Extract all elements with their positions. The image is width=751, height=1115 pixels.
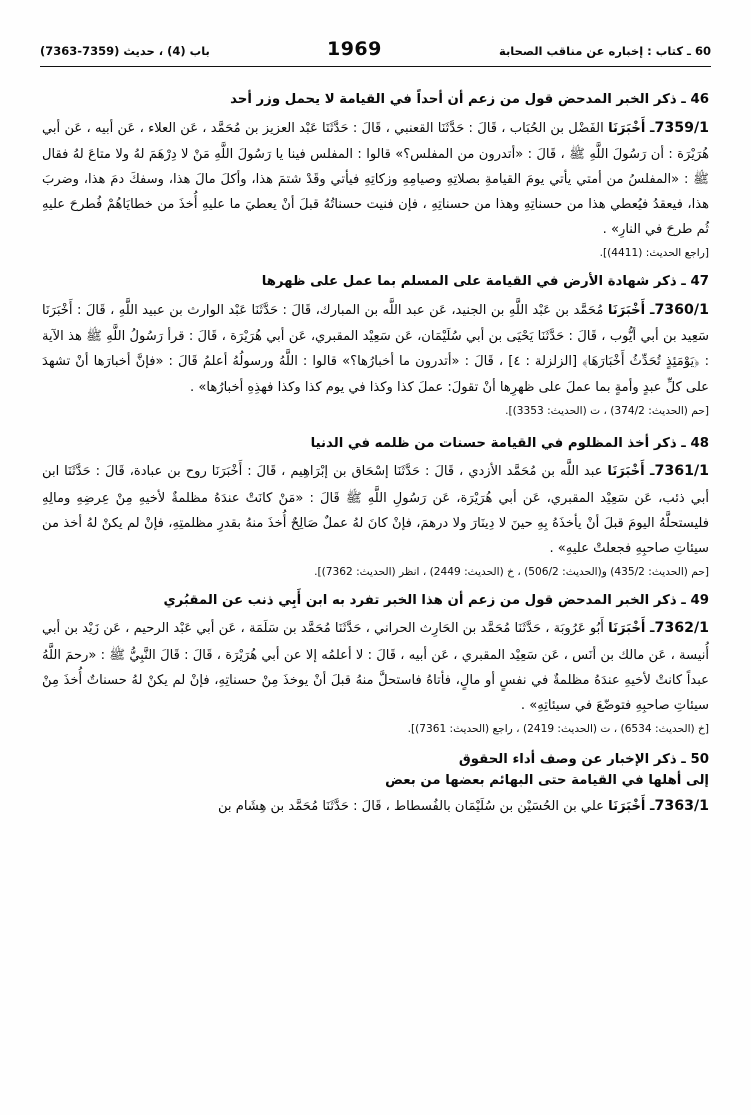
isnad-label-7363: ـ أَخْبَرَنَا [608, 799, 655, 815]
isnad-label-7361: ـ أَخْبَرَنَا [607, 464, 655, 480]
isnad-label-7360: ـ أَخْبَرَنَا [607, 302, 655, 318]
page-number: 1969 [326, 38, 382, 60]
page-content [42, 80, 709, 823]
hadith-reference-7360: [حم (الحديث: 374/2) ، ت (الحديث: 3353)]. [505, 404, 709, 417]
hadith-number-7361: 7361/1 [654, 463, 709, 480]
hadith-body-7359: الفَضْل بن الحُبَاب ، قَالَ : حَدَّثَنَا القعنبي ، قَالَ : حَدَّثَنَا عَبْد العزيز بن مُحَمَّد ، عَن العلاء ، عَن أبيه ، عَن أبي هُرَيْرَة : أن رَسُولَ اللَّهِ ﷺ ، قَالَ : «أتدرون من المفلس؟» قالوا : المفلس فينا يا رَسُولَ اللَّهِ مَنْ لا دِرْهَمَ لهُ ولا متاعَ لهُ فقال ﷺ : «المفلسُ من أمتي يأتي يومَ القيامةِ بصلاتِهِ وصيامِهِ وزكاتِهِ فيأتي وقَدْ شتمَ هذا، وأكلَ مالَ هذا، وسفكَ دمَ هذا، وضربَ هذا، فيعقدُ فيُعطي هذا من حسناتِهِ وهذا من حسناتِهِ ، فإن فنيت حسناتُهُ قبلَ أنْ يعطيَ ما عليهِ أُخذَ من خطايَاهُمْ فُطرحَ عليهِ ثُم طرحَ في النارِ» . [42, 120, 709, 238]
section-heading-48: 48 ـ ذكر أخذ المظلوم في القيامة حسنات من ظلمه في الدنيا [310, 435, 709, 451]
section-heading-50-line1: 50 ـ ذكر الإخبار عن وصف أداء الحقوق [458, 752, 709, 768]
hadith-7363 [42, 793, 709, 820]
page-header [40, 38, 711, 60]
section-heading-50 [42, 750, 709, 791]
hadith-body-7363: علي بن الحُسَيْن بن سُلَيْمَان بالفُسطاط ، قَالَ : حَدَّثَنَا مُحَمَّد بن هِشَام بن [217, 799, 604, 815]
hadith-7360 [42, 297, 709, 400]
isnad-label-7359: ـ أَخْبَرَنَا [608, 120, 655, 136]
hadith-number-7363: 7363/1 [654, 798, 709, 815]
isnad-label-7362: ـ أَخْبَرَنَا [608, 621, 655, 637]
hadith-reference-7362: [خ (الحديث: 6534) ، ت (الحديث: 2419) ، راجع (الحديث: 7361)]. [407, 723, 709, 736]
hadith-7361 [42, 458, 709, 561]
hadith-number-7359: 7359/1 [654, 119, 709, 136]
hadith-7362 [42, 615, 709, 718]
hadith-7359 [42, 115, 709, 243]
section-heading-46: 46 ـ ذكر الخبر المدحض قول من زعم أن أحداً في القيامة لا يحمل وزر أحد [230, 92, 709, 107]
section-heading-49: 49 ـ ذكر الخبر المدحض قول من زعم أن هذا الخبر تفرد به ابن أَبِي ذنب عن المقبُري [163, 592, 709, 608]
hadith-body-7361: عبد اللَّه بن مُحَمَّد الأزدي ، قَالَ : حَدَّثَنَا إسْحَاق بن إبْرَاهِيم ، قَالَ : أَخْبَرَنَا روح بن عبادة، قَالَ : حَدَّثَنَا ابن أبي ذئب، عَن سَعِيْد المقبري، عَن أبي هُرَيْرَة، عَن رَسُولِ اللَّهِ ﷺ قَالَ : «مَنْ كانَتْ عندَهُ مظلمةٌ لأخيهِ مِنْ عِرضِهِ ومالِهِ فليستحلَّهُ اليومَ قبلَ أنْ يأخذَهُ بِهِ حينَ لا دِينَارَ ولا درهمَ، فإنْ كانَ لهُ عملٌ صَالِحٌ أُخذَ منهُ بقدرِ مظلمتِهِ، فإنْ لم يكنْ لهُ أخذ من سيئاتِ صاحبِهِ فجعلتْ عليهِ» . [42, 464, 709, 556]
hadith-reference-7359: [راجع الحديث: (4411)]. [599, 247, 709, 260]
hadith-reference-7361: [حم (الحديث: 435/2) و(الحديث: 506/2) ، خ (الحديث: 2449) ، انظر (الحديث: 7362)]. [314, 565, 709, 578]
hadith-number-7362: 7362/1 [654, 620, 709, 637]
section-heading-50-line2: إلى أهلها في القيامة حتى البهائم بعضها من بعض [385, 772, 709, 788]
hadith-body-7362: أَبُو عَرُوبَة ، حَدَّثَنَا مُحَمَّد بن الحَارِث الحراني ، حَدَّثَنَا مُحَمَّد بن سَلَمَة ، عَن أبي عَبْد الرحيم ، عَن زَيْد بن أبي أُنيسة ، عَن مالك بن أنَس ، عَن سَعِيْد المقبري ، عَن أبيه ، قَالَ : لا أعلمُه إلا عن أبي هُرَيْرَة ، قَالَ : قَالَ النَّبِيُّ ﷺ : «رحمَ اللَّهُ عبداً كانتْ لأخيهِ عندَهُ مظلمةٌ في نفسٍ أو مالٍ، فأتاهُ فاستحلَّ منهُ قبلَ أنْ يوخذَ مِنْ حسناتِهِ، فإنْ لم يكنْ لهُ حسناتٌ أُخذَ مِنْ سيئاتِ صاحبِهِ فتوضّعَ في سيئاتِهِ» . [42, 621, 709, 713]
header-chapter-ref: باب (4) ، حديث (7359-7363) [40, 44, 210, 58]
section-heading-47: 47 ـ ذكر شهادة الأرض في القيامة على المسلم بما عمل على ظهرها [261, 274, 709, 290]
hadith-number-7360: 7360/1 [654, 301, 709, 318]
header-divider [40, 66, 711, 67]
hadith-body-7360: مُحَمَّد بن عَبْد اللَّهِ بن الجنيد، عَن عبد اللَّه بن المبارك، قَالَ : حَدَّثَنَا عَبْد الوارث بن عبيد اللَّهِ ، قَالَ : أَخْبَرَنَا سَعِيد بن أبي أيُّوب ، قَالَ : حَدَّثَنَا يَحْيَى بن أبي سُلَيْمَان، عَن سَعِيْد المقبري، عَن أبي هُرَيْرَة ، قَالَ : قرأ رَسُولُ اللَّهِ ﷺ هذ الآية : ﴿يَوْمَئِذٍ تُحَدِّثُ أَخْبَارَهَا﴾ [الزلزلة : ٤] ، قَالَ : «أتدرون ما أخبارُها؟» قالوا : اللَّهُ ورسولُهُ أعلمُ قَالَ : «فإنَّ أخبارَها أنْ تشهدَ على كلِّ عبدٍ وأمةٍ بما عملَ على ظهرِها أنْ تقولَ: عملَ كذا وكذا في يوم كذا وكذا فهذِهِ أخبارُها» . [42, 302, 709, 395]
header-book-title: 60 ـ كتاب : إخباره عن مناقب الصحابة [498, 44, 711, 58]
